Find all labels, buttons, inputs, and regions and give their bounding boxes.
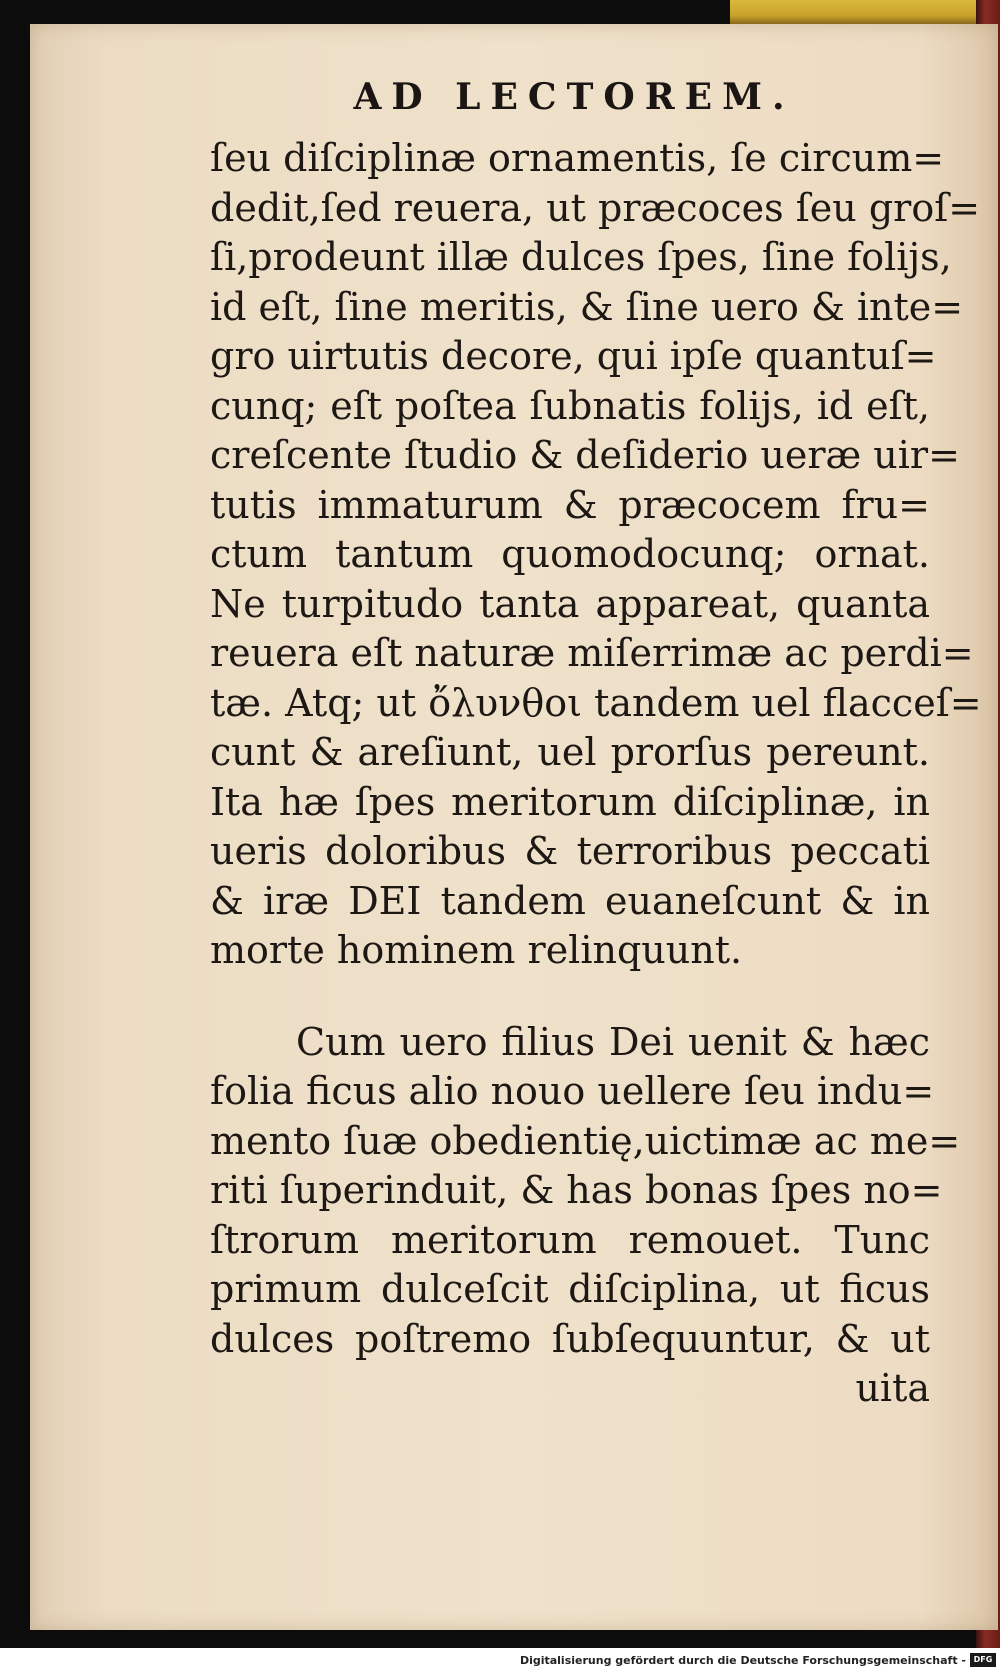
text-line: morte hominem relinquunt. <box>210 928 743 972</box>
text-line: ctum tantum quomodocunq; ornat. <box>210 532 930 576</box>
text-line: cunt & areſiunt, uel prorſus pereunt. <box>210 730 930 774</box>
text-line: ſtrorum meritorum remouet. Tunc <box>210 1217 930 1262</box>
running-head: AD LECTOREM. <box>353 76 795 118</box>
paragraph-2 <box>210 1018 961 1365</box>
catchword: uita <box>855 1366 930 1410</box>
text-line: primum dulceſcit diſciplina, ut ficus <box>210 1267 930 1311</box>
text-line: ueris doloribus & terroribus peccati <box>210 829 930 873</box>
paragraph-1 <box>210 134 982 976</box>
dfg-logo: DFG <box>970 1653 996 1667</box>
paragraph-gap <box>210 976 930 1018</box>
text-line: Cum uero filius Dei uenit & hæc <box>296 1019 930 1064</box>
text-line: & iræ DEI tandem euaneſcunt & in <box>210 878 930 923</box>
text-line: reuera eſt naturæ miſerrimæ ac perdi= <box>210 631 974 675</box>
text-block <box>210 134 982 1414</box>
text-line: tæ. Atq; ut ὄλυνθοι tandem uel flacceſ= <box>210 680 982 725</box>
text-line: tutis immaturum & præcocem fru= <box>210 482 930 527</box>
text-line: riti ſuperinduit, & has bonas ſpes no= <box>210 1168 943 1212</box>
text-line: Ne turpitudo tanta appareat, quanta <box>210 581 930 626</box>
book-cover-top-edge <box>730 0 1000 26</box>
text-line: folia ficus alio nouo uellere ſeu indu= <box>210 1069 935 1113</box>
text-line: ſeu diſciplinæ ornamentis, ſe circum= <box>210 136 945 180</box>
footer-bar <box>0 1648 1000 1674</box>
text-line: dulces poſtremo ſubſequuntur, & ut <box>210 1316 930 1361</box>
text-line: Ita hæ ſpes meritorum diſciplinæ, in <box>210 779 930 824</box>
footer-credit: Digitalisierung gefördert durch die Deutsche Forschungsgemeinschaft - <box>519 1654 966 1667</box>
text-line: id eſt, ſine meritis, & ſine uero & inte= <box>210 284 964 329</box>
text-line: dedit,ſed reuera, ut præcoces ſeu groſ= <box>210 185 981 230</box>
text-line: ſi,prodeunt illæ dulces ſpes, ſine folijs, <box>210 235 952 279</box>
book-page <box>30 24 998 1630</box>
text-line: gro uirtutis decore, qui ipſe quantuſ= <box>210 334 937 378</box>
text-line: mento ſuæ obedientię,uictimæ ac me= <box>210 1118 961 1163</box>
text-line: creſcente ſtudio & deſiderio ueræ uir= <box>210 433 960 477</box>
text-line: cunq; eſt poſtea ſubnatis folijs, id eſt, <box>210 383 930 428</box>
